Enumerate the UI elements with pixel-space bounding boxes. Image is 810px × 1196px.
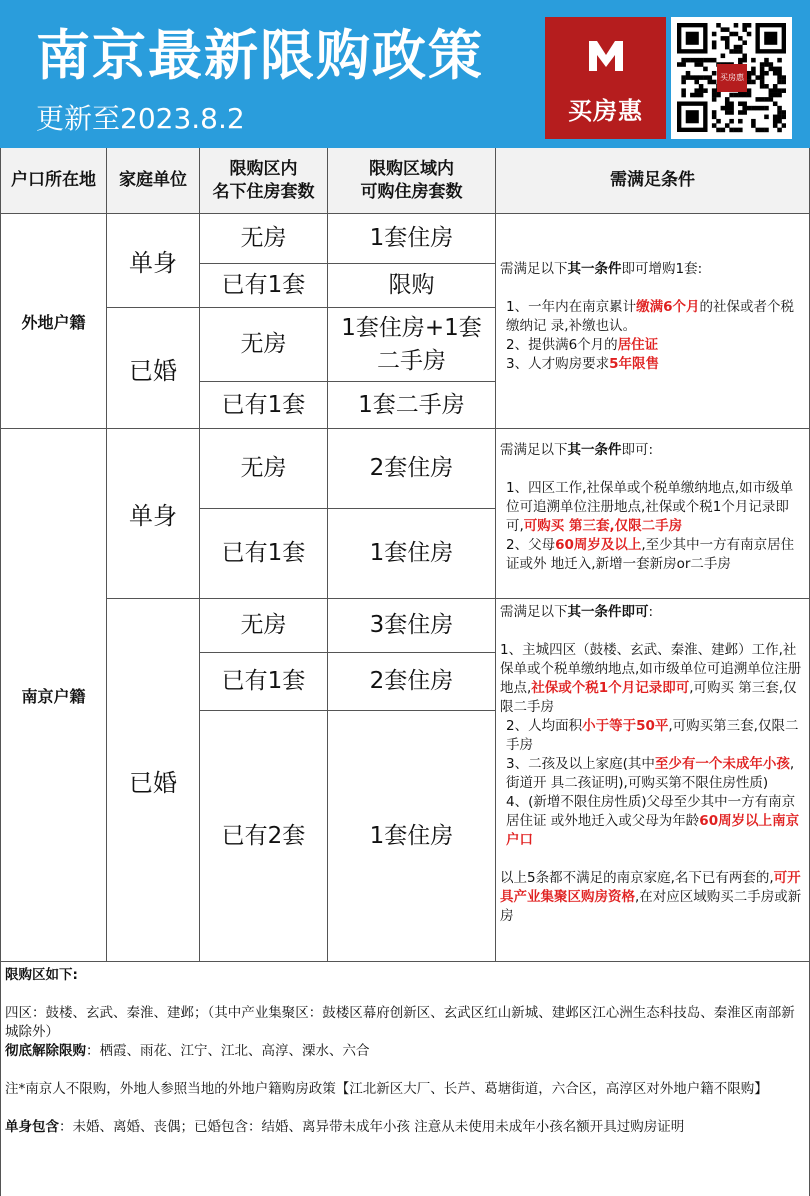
owned-local-3: 无房 [200, 599, 328, 653]
cond-nonlocal-item3: 3、人才购房要求5年限售 [506, 356, 659, 372]
conditions-local-single [496, 429, 810, 599]
cond-local-single-intro: 需满足以下其一条件即可: [500, 442, 654, 458]
header-banner [0, 0, 810, 148]
header-family: 家庭单位 [107, 148, 200, 214]
owned-nonlocal-1: 无房 [200, 214, 328, 264]
buyable-nonlocal-4: 1套二手房 [328, 382, 496, 429]
family-nonlocal-married: 已婚 [107, 308, 200, 429]
buyable-nonlocal-2: 限购 [328, 264, 496, 308]
family-local-single: 单身 [107, 429, 200, 599]
hukou-local: 南京户籍 [0, 429, 107, 962]
limit-zone-title: 限购区如下: [5, 967, 78, 983]
brand-logo [545, 17, 666, 139]
buyable-local-3: 3套住房 [328, 599, 496, 653]
four-districts-note: 四区：鼓楼、玄武、秦淮、建邺；（其中产业集聚区：鼓楼区幕府创新区、玄武区红山新城、建邺区江心洲生态科技岛、秦淮区南部新城除外） [5, 1005, 795, 1040]
header-owned-line2: 名下住房套数 [212, 181, 315, 202]
header-buyable [328, 148, 496, 214]
owned-local-2: 已有1套 [200, 509, 328, 599]
cond-nonlocal-item2: 2、提供满6个月的居住证 [506, 337, 659, 353]
cond-local-married-summary: 以上5条都不满足的南京家庭,名下已有两套的,可开具产业集聚区购房资格,在对应区域购买二手房或新房 [500, 870, 802, 924]
brand-name: 买房惠 [568, 97, 643, 125]
header-owned [200, 148, 328, 214]
notes-section [0, 962, 810, 1196]
hukou-nonlocal: 外地户籍 [0, 214, 107, 429]
header-hukou: 户口所在地 [0, 148, 107, 214]
cond-local-married-item4: 4、(新增不限住房性质)父母至少其中一方有南京居住证 或外地迁入或父母为年龄60周岁以上南京户口 [506, 794, 800, 848]
m-logo-icon [589, 41, 623, 71]
buyable-local-5: 1套住房 [328, 711, 496, 962]
cond-local-married-item3: 3、二孩及以上家庭(其中至少有一个未成年小孩,街道开 具二孩证明),可购买第不限住房性质) [506, 756, 795, 791]
page-title: 南京最新限购政策 [36, 24, 484, 87]
owned-nonlocal-4: 已有1套 [200, 382, 328, 429]
buyable-nonlocal-1: 1套住房 [328, 214, 496, 264]
owned-local-4: 已有1套 [200, 653, 328, 711]
family-local-married: 已婚 [107, 599, 200, 962]
cond-local-single-item2: 2、父母60周岁及以上,至少其中一方有南京居住证或外 地迁入,新增一套新房or二手房 [506, 537, 795, 572]
cond-nonlocal-item1: 1、一年内在南京累计缴满6个月的社保或者个税缴纳记 录,补缴也认。 [506, 299, 794, 334]
qr-code[interactable] [671, 17, 792, 139]
cond-local-married-intro: 需满足以下其一条件即可: [500, 604, 654, 620]
cond-local-single-item1: 1、四区工作,社保单或个税单缴纳地点,如市级单位可追溯单位注册地点,社保或个税1个月记录即可,可购买 第三套,仅限二手房 [506, 480, 794, 534]
owned-local-5: 已有2套 [200, 711, 328, 962]
lifted-restriction-note: 彻底解除限购：栖霞、雨花、江宁、江北、高淳、溧水、六合 [5, 1043, 370, 1059]
cond-nonlocal-intro: 需满足以下其一条件即可增购1套: [500, 261, 703, 277]
cond-local-married-item1: 1、主城四区（鼓楼、玄武、秦淮、建邺）工作,社保单或个税单缴纳地点,如市级单位可追溯单位注册地点,社保或个税1个月记录即可,可购买 第三套,仅限二手房 [500, 642, 802, 715]
header-buyable-line2: 可购住房套数 [360, 181, 463, 202]
cond-local-married-item2: 2、人均面积小于等于50平,可购买第三套,仅限二手房 [506, 718, 799, 753]
marital-status-note: 单身包含：未婚、离婚、丧偶；已婚包含：结婚、离异带未成年小孩 注意从未使用未成年小孩名额开具过购房证明 [5, 1119, 685, 1135]
buyable-local-1: 2套住房 [328, 429, 496, 509]
update-date: 更新至2023.8.2 [36, 102, 245, 135]
owned-nonlocal-2: 已有1套 [200, 264, 328, 308]
policy-table [0, 148, 810, 962]
buyable-local-4: 2套住房 [328, 653, 496, 711]
owned-nonlocal-3: 无房 [200, 308, 328, 382]
conditions-local-married [496, 599, 810, 962]
header-buyable-line1: 限购区域内 [369, 158, 454, 179]
header-owned-line1: 限购区内 [229, 158, 298, 179]
header-conditions: 需满足条件 [496, 148, 810, 214]
conditions-nonlocal [496, 214, 810, 429]
buyable-local-2: 1套住房 [328, 509, 496, 599]
family-nonlocal-single: 单身 [107, 214, 200, 308]
buyable-nonlocal-3: 1套住房+1套二手房 [328, 308, 496, 382]
hukou-note: 注*南京人不限购，外地人参照当地的外地户籍购房政策【江北新区大厂、长芦、葛塘街道，六合区，高淳区对外地户籍不限购】 [5, 1081, 768, 1097]
qr-center-logo: 买房惠 [717, 64, 747, 92]
owned-local-1: 无房 [200, 429, 328, 509]
